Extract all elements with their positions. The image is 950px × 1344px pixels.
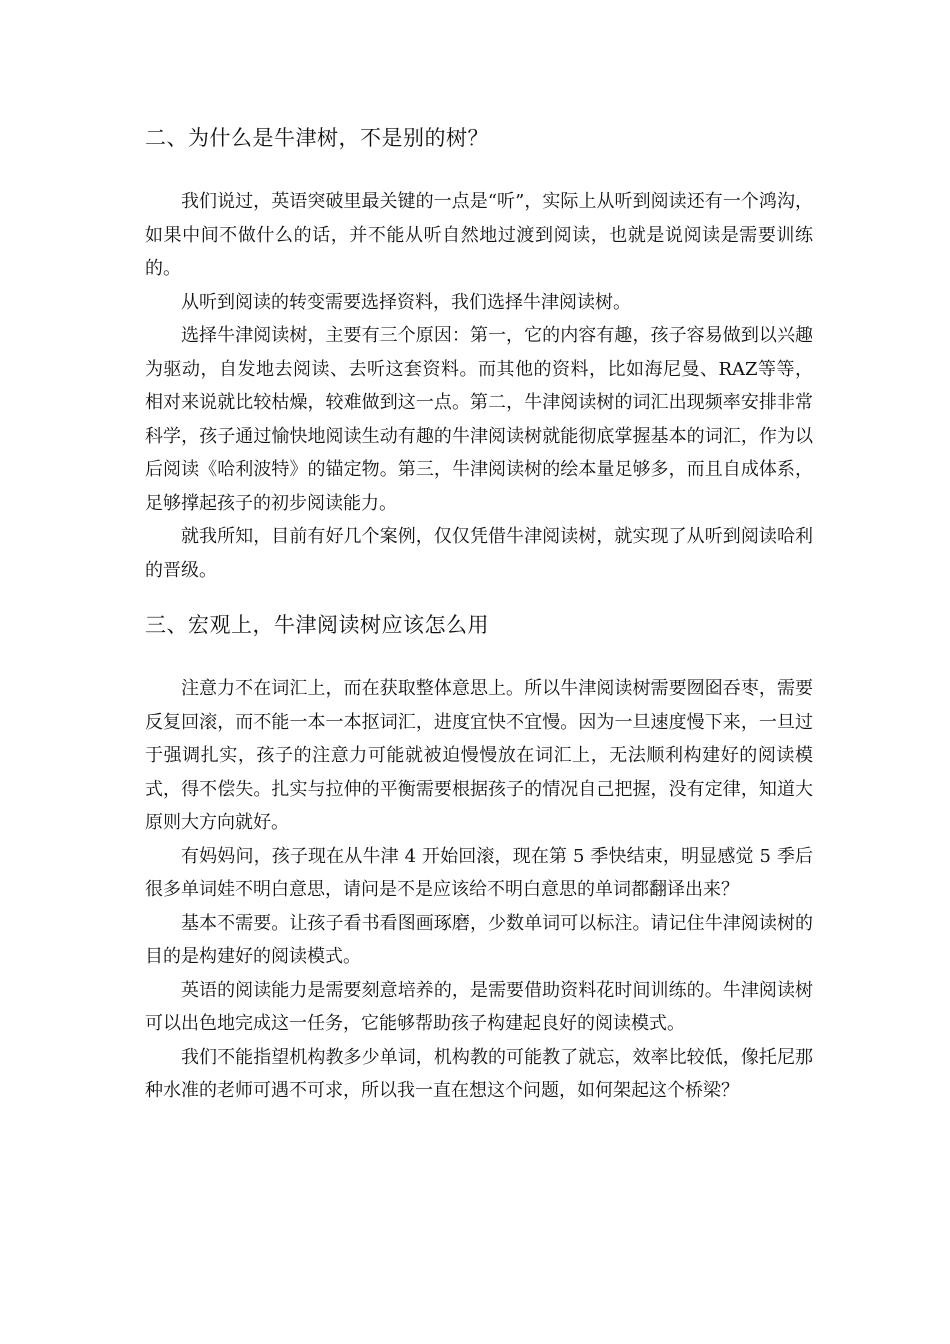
document-body bbox=[145, 118, 813, 1108]
paragraph: 从听到阅读的转变需要选择资料，我们选择牛津阅读树。 bbox=[181, 291, 631, 313]
spacer bbox=[145, 587, 813, 605]
paragraph: 选择牛津阅读树，主要有三个原因：第一，它的内容有趣，孩子容易做到以兴趣为驱动，自发地去阅读、去听这套资料。而其他的资料，比如海尼曼、RAZ等等，相对来说就比较枯燥，较难做到这一点。第二，牛津阅读树的词汇出现频率安排非常科学，孩子通过愉快地阅读生动有趣的牛津阅读树就能彻底掌握基本的词汇，作为以后阅读《哈利波特》的锚定物。第三，牛津阅读树的绘本量足够多，而且自成体系，足够撑起孩子的初步阅读能力。 bbox=[145, 325, 813, 514]
paragraph: 注意力不在词汇上，而在获取整体意思上。所以牛津阅读树需要囫囵吞枣，需要反复回滚，而不能一本一本抠词汇，进度宜快不宜慢。因为一旦速度慢下来，一旦过于强调扎实，孩子的注意力可能就被迫慢慢放在词汇上，无法顺利构建好的阅读模式，得不偿失。扎实与拉伸的平衡需要根据孩子的情况自己把握，没有定律，知道大原则大方向就好。 bbox=[145, 678, 813, 833]
paragraph: 英语的阅读能力是需要刻意培养的，是需要借助资料花时间训练的。牛津阅读树可以出色地完成这一任务，它能够帮助孩子构建起良好的阅读模式。 bbox=[145, 979, 813, 1034]
paragraph: 就我所知，目前有好几个案例，仅仅凭借牛津阅读树，就实现了从听到阅读哈利的晋级。 bbox=[145, 526, 813, 581]
section-heading-3: 三、宏观上，牛津阅读树应该怎么用 bbox=[145, 613, 489, 637]
paragraph: 我们说过，英语突破里最关键的一点是“听”，实际上从听到阅读还有一个鸿沟，如果中间不做什么的话，并不能从听自然地过渡到阅读，也就是说阅读是需要训练的。 bbox=[145, 191, 813, 279]
spacer bbox=[145, 645, 813, 672]
paragraph: 我们不能指望机构教多少单词，机构教的可能教了就忘，效率比较低，像托尼那种水准的老师可遇不可求，所以我一直在想这个问题，如何架起这个桥梁？ bbox=[145, 1046, 813, 1101]
paragraph: 有妈妈问，孩子现在从牛津 4 开始回滚，现在第 5 季快结束，明显感觉 5 季后很多单词娃不明白意思，请问是不是应该给不明白意思的单词都翻译出来？ bbox=[145, 845, 813, 900]
spacer bbox=[145, 158, 813, 185]
section-heading-2: 二、为什么是牛津树，不是别的树？ bbox=[145, 126, 489, 150]
paragraph: 基本不需要。让孩子看书看图画琢磨，少数单词可以标注。请记住牛津阅读树的目的是构建好的阅读模式。 bbox=[145, 912, 813, 967]
